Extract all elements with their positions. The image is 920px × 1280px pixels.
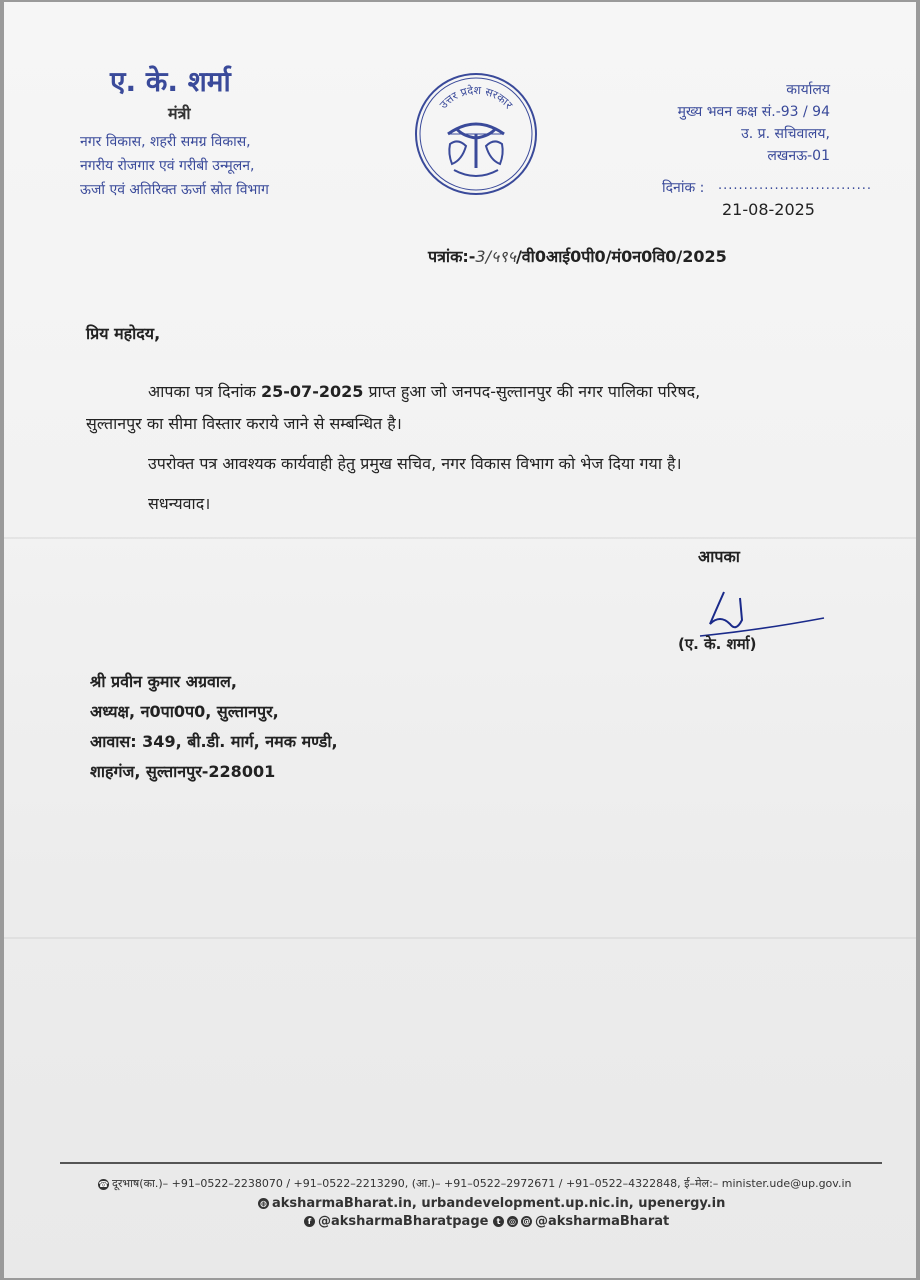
minister-name: ए. के. शर्मा [110, 65, 231, 98]
paper-fold [4, 537, 916, 539]
para1-text-b: प्राप्त हुआ जो जनपद-सुल्तानपुर की नगर पालिका परिषद, [363, 382, 701, 401]
office-line: मुख्य भवन कक्ष सं.-93 / 94 [677, 104, 830, 120]
footer-contacts [98, 1176, 851, 1191]
footer-websites-text: aksharmaBharat.in, urbandevelopment.up.nic.in, upenergy.in [272, 1196, 726, 1211]
footer-social-handle: @aksharmaBharat [534, 1214, 670, 1229]
footer-facebook: @aksharmaBharatpage [318, 1214, 489, 1229]
addressee-line: श्री प्रवीन कुमार अग्रवाल, [90, 672, 237, 691]
footer-websites [258, 1196, 725, 1211]
paragraph-2: उपरोक्त पत्र आवश्यक कार्यवाही हेतु प्रमुख सचिव, नगर विकास विभाग को भेज दिया गया है। [148, 454, 682, 473]
footer-divider [60, 1162, 882, 1164]
reference-handwritten-number: 3/५९५ [475, 247, 516, 266]
date-dots: .............................. [718, 178, 872, 193]
phone-icon: ☎ [98, 1179, 109, 1189]
footer-phones: दूरभाष(का.)– +91–0522–2238070 / +91–0522–2213290, (आ.)– +91–0522–2972671 / +91–0522–4322848, ई–मेल:– minister.ude@up.gov.in [112, 1177, 852, 1190]
reference-number [428, 245, 727, 267]
paragraph-3: सधन्यवाद। [148, 494, 211, 513]
addressee-line: आवास: 349, बी.डी. मार्ग, नमक मण्डी, [90, 732, 338, 751]
minister-title: मंत्री [168, 104, 191, 123]
date-label: दिनांक : [662, 180, 705, 196]
paper-fold [4, 937, 916, 939]
up-government-seal [414, 72, 538, 196]
office-line: लखनऊ-01 [767, 148, 830, 164]
salutation: प्रिय महोदय, [86, 324, 161, 343]
footer-social [304, 1214, 669, 1229]
department-line: ऊर्जा एवं अतिरिक्त ऊर्जा स्रोत विभाग [80, 182, 269, 198]
reference-suffix: /वी0आई0पी0/मं0न0वि0/2025 [515, 247, 727, 266]
department-line: नगरीय रोजगार एवं गरीबी उन्मूलन, [80, 158, 255, 174]
reference-label: पत्रांक:- [428, 247, 476, 266]
paragraph-1 [148, 380, 700, 402]
threads-icon: @ [522, 1217, 531, 1226]
svg-text:उत्तर प्रदेश सरकार [437, 84, 515, 112]
department-line: नगर विकास, शहरी समग्र विकास, [80, 134, 251, 150]
letter-date: 21-08-2025 [722, 200, 815, 219]
closing-yours: आपका [698, 547, 740, 566]
addressee-line: शाहगंज, सुल्तानपुर-228001 [90, 762, 276, 781]
office-line: कार्यालय [786, 82, 830, 98]
office-line: उ. प्र. सचिवालय, [741, 126, 830, 142]
facebook-icon: f [304, 1216, 315, 1227]
signatory-name: (ए. के. शर्मा) [678, 635, 757, 653]
twitter-icon: t [493, 1216, 504, 1227]
globe-icon: ◍ [258, 1198, 269, 1209]
seal-text: उत्तर प्रदेश सरकार [436, 83, 516, 112]
para1-date: 25-07-2025 [261, 382, 364, 401]
addressee-line: अध्यक्ष, न0पा0प0, सुल्तानपुर, [90, 702, 279, 721]
paragraph-1-line-2: सुल्तानपुर का सीमा विस्तार कराये जाने से सम्बन्धित है। [86, 414, 402, 433]
instagram-icon: ◎ [507, 1216, 518, 1227]
para1-text-a: आपका पत्र दिनांक [148, 382, 262, 401]
